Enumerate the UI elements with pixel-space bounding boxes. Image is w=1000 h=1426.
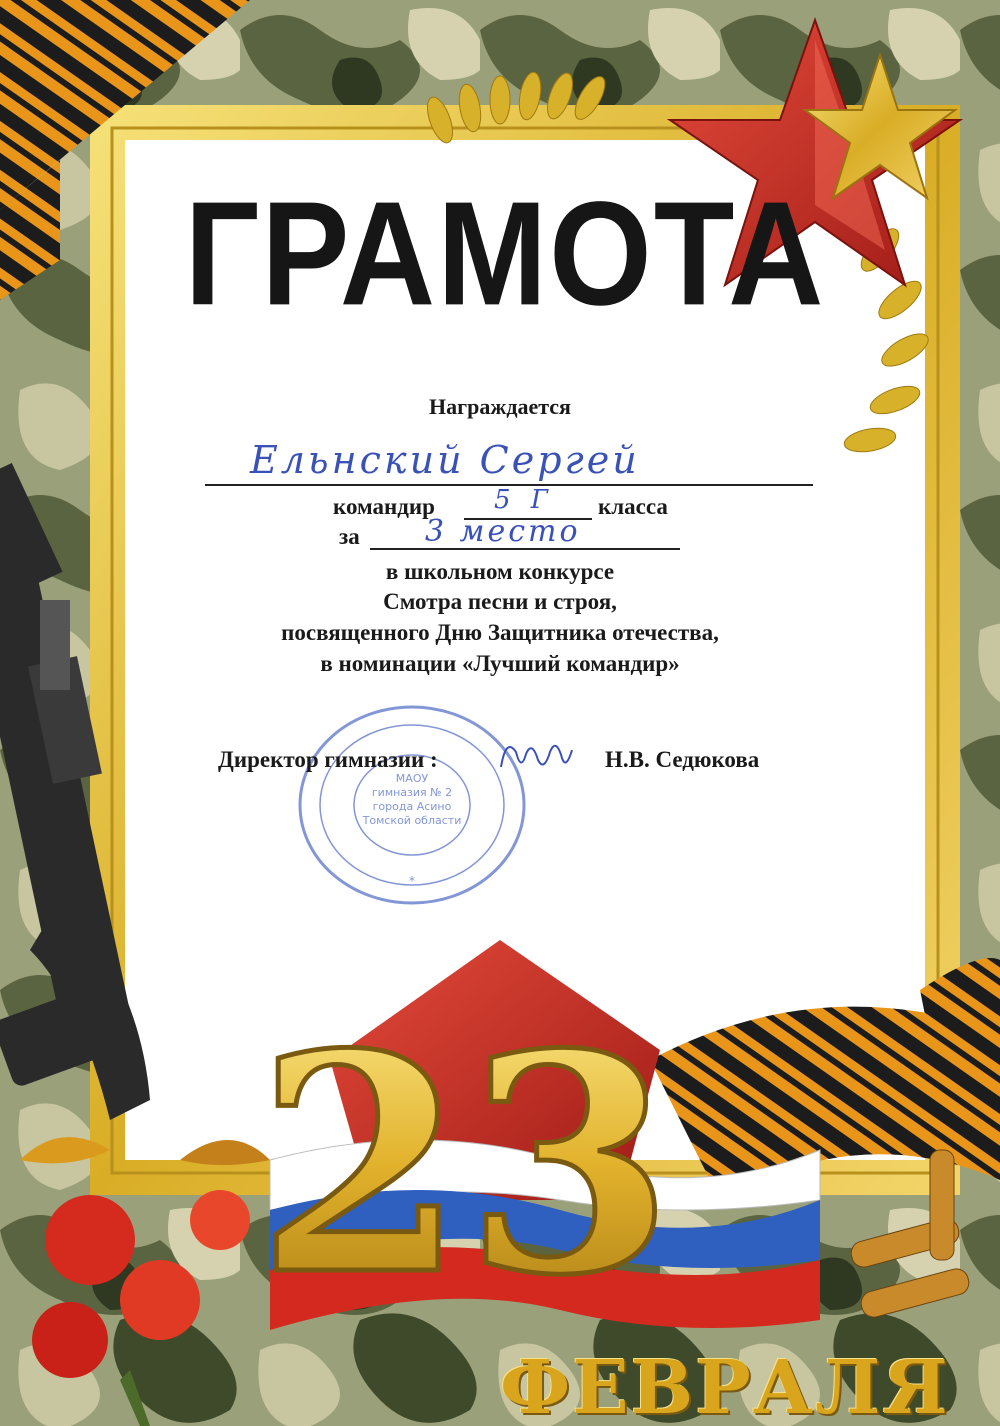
text-line-contest: в школьном конкурсе — [385, 559, 615, 584]
for-label: за — [339, 524, 360, 549]
stamp-line-4: Томской области — [362, 814, 462, 827]
recipient-name-handwritten: Ельнский Сергей — [250, 438, 640, 482]
director-signature — [496, 732, 576, 782]
date-23-graphic — [255, 1000, 675, 1300]
text-line-review: Смотра песни и строя, — [383, 589, 617, 614]
date-number: 23 — [256, 1000, 674, 1300]
date-month: ФЕВРАЛЯ — [500, 1345, 950, 1426]
place-underline — [370, 548, 680, 550]
text-line-nomination: в номинации «Лучший командир» — [320, 651, 680, 676]
svg-text:*: * — [409, 874, 415, 888]
stamp-line-2: гимназия № 2 — [371, 786, 453, 799]
class-label: класса — [598, 494, 668, 519]
stamp-line-1: МАОУ — [395, 772, 429, 785]
text-line-dedication: посвященного Дню Защитника отечества, — [281, 620, 719, 645]
commander-label: командир — [333, 494, 435, 519]
awarded-label: Награждается — [429, 394, 571, 419]
place-handwritten: 3 место — [425, 514, 581, 549]
director-label: Директор гимназии : — [218, 747, 438, 772]
class-handwritten: 5 Г — [494, 485, 555, 515]
director-name: Н.В. Седюкова — [605, 747, 760, 772]
stamp-line-3: города Асино — [372, 800, 452, 813]
certificate-title: ГРАМОТА — [184, 171, 826, 336]
